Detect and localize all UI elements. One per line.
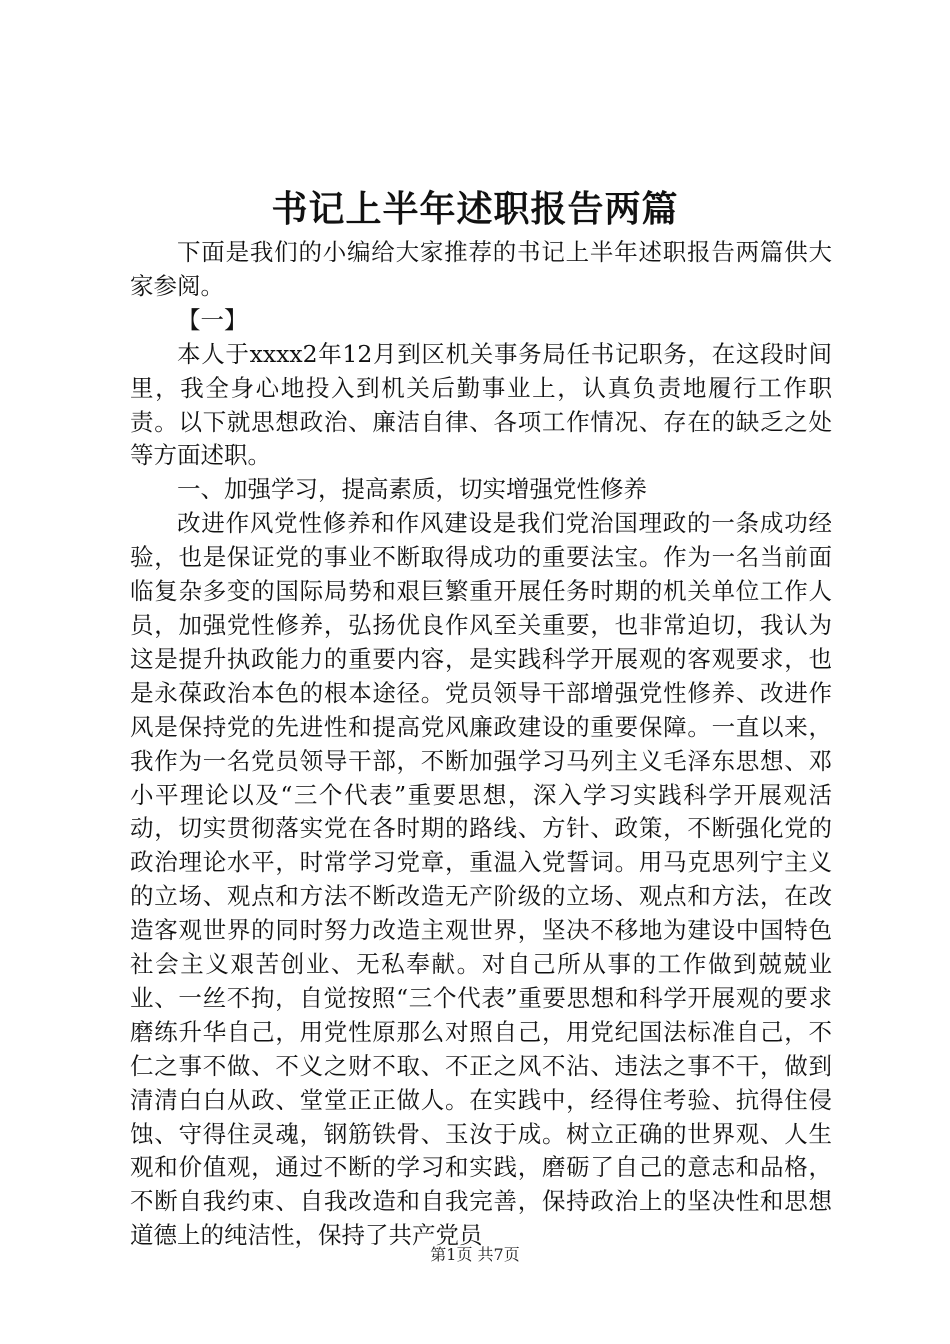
page-footer: 第1页 共7页 [430,1245,520,1264]
intro-paragraph: 下面是我们的小编给大家推荐的书记上半年述职报告两篇供大家参阅。 [130,238,832,300]
document-title: 书记上半年述职报告两篇 [271,188,679,230]
body-paragraph: 改进作风党性修养和作风建设是我们党治国理政的一条成功经验，也是保证党的事业不断取得成功的重要法宝。作为一名当前面临复杂多变的国际局势和艰巨繁重开展任务时期的机关单位工作人员，加强党性修养，弘扬优良作风至关重要，也非常迫切，我认为这是提升执政能力的重要内容，是实践科学开展观的客观要求，也是永葆政治本色的根本途径。党员领导干部增强党性修养、改进作风是保持党的先进性和提高党风廉政建设的重要保障。一直以来，我作为一名党员领导干部，不断加强学习马列主义毛泽东思想、邓小平理论以及“三个代表”重要思想，深入学习实践科学开展观活动，切实贯彻落实党在各时期的路线、方针、政策，不断强化党的政治理论水平，时常学习党章，重温入党誓词。用马克思列宁主义的立场、观点和方法不断改造无产阶级的立场、观点和方法，在改造客观世界的同时努力改造主观世界，坚决不移地为建设中国特色社会主义艰苦创业、无私奉献。对自己所从事的工作做到兢兢业业、一丝不拘，自觉按照“三个代表”重要思想和科学开展观的要求磨练升华自己，用党性原那么对照自己，用党纪国法标准自己，不仁之事不做、不义之财不取、不正之风不沾、违法之事不干，做到清清白白从政、堂堂正正做人。在实践中，经得住考验、抗得住侵蚀、守得住灵魂，钢筋铁骨、玉汝于成。树立正确的世界观、人生观和价值观，通过不断的学习和实践，磨砺了自己的意志和品格，不断自我约束、自我改造和自我完善，保持政治上的坚决性和思想道德上的纯洁性，保持了共产党员 [130,509,832,1250]
document-body [130,236,832,1253]
section-heading: 一、加强学习，提高素质，切实增强党性修养 [177,475,647,504]
section-marker: 【一】 [177,305,248,334]
report-opening-paragraph: 本人于xxxx2年12月到区机关事务局任书记职务，在这段时间里，我全身心地投入到机关后勤事业上，认真负责地履行工作职责。以下就思想政治、廉洁自律、各项工作情况、存在的缺乏之处等方面述职。 [130,339,832,470]
